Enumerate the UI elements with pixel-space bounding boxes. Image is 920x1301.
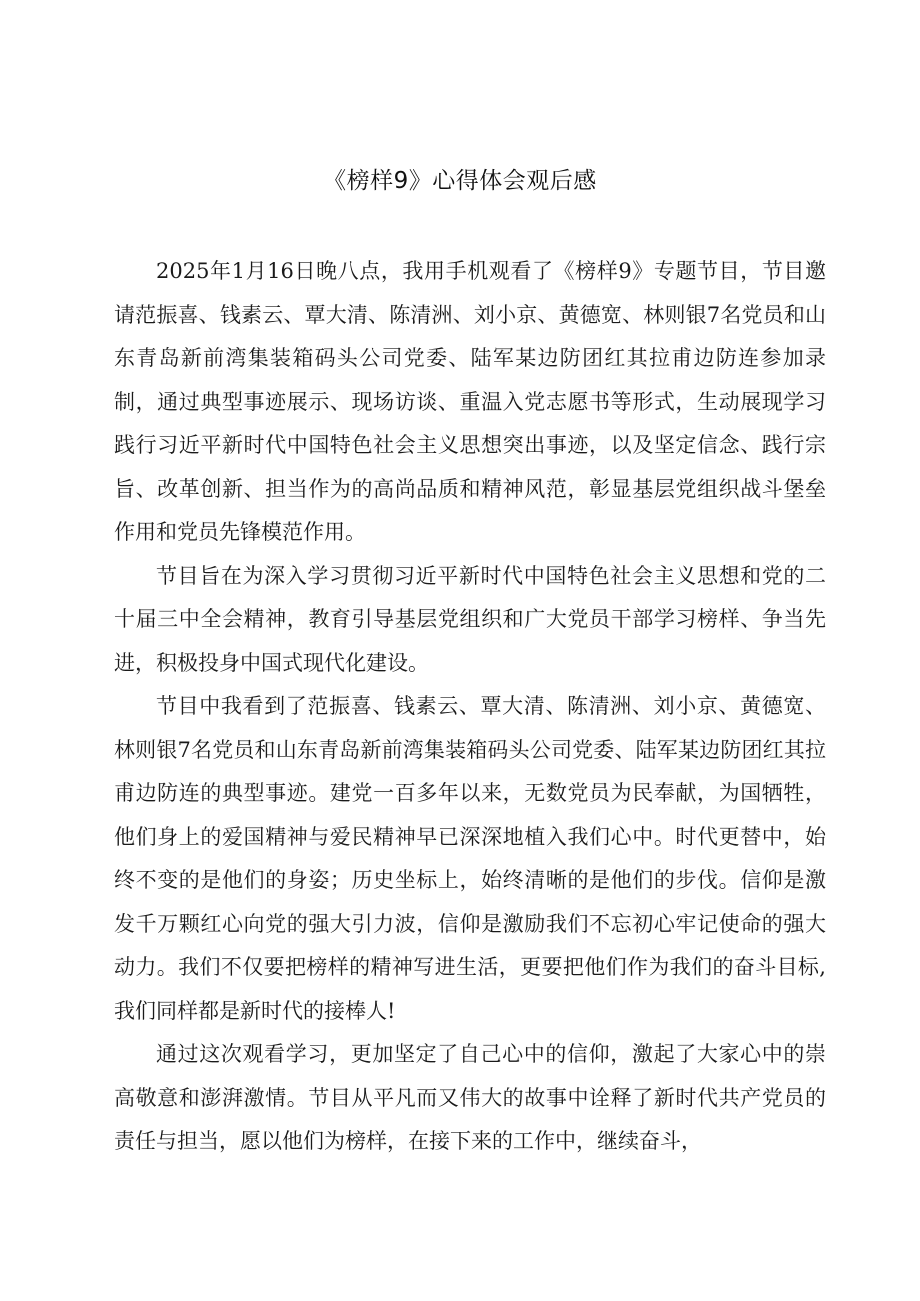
paragraph-2: 节目旨在为深入学习贯彻习近平新时代中国特色社会主义思想和党的二十届三中全会精神，教育引导基层党组织和广大党员干部学习榜样、争当先进，积极投身中国式现代化建设。 bbox=[114, 563, 826, 675]
document-title: 《榜样9》心得体会观后感 bbox=[323, 168, 597, 194]
paragraph-4: 通过这次观看学习，更加坚定了自己心中的信仰，激起了大家心中的崇高敬意和澎湃激情。节目从平凡而又伟大的故事中诠释了新时代共产党员的责任与担当，愿以他们为榜样，在接下来的工作中，继续奋斗， bbox=[114, 1042, 826, 1153]
document-body bbox=[114, 250, 826, 1164]
paragraph-1: 2025年1月16日晚八点，我用手机观看了《榜样9》专题节目，节目邀请范振喜、钱素云、覃大清、陈清洲、刘小京、黄德宽、林则银7名党员和山东青岛新前湾集装箱码头公司党委、陆军某边防团红其拉甫边防连参加录制，通过典型事迹展示、现场访谈、重温入党志愿书等形式，生动展现学习践行习近平新时代中国特色社会主义思想突出事迹，以及坚定信念、践行宗旨、改革创新、担当作为的高尚品质和精神风范，彰显基层党组织战斗堡垒作用和党员先锋模范作用。 bbox=[114, 259, 826, 544]
paragraph-3: 节目中我看到了范振喜、钱素云、覃大清、陈清洲、刘小京、黄德宽、林则银7名党员和山东青岛新前湾集装箱码头公司党委、陆军某边防团红其拉甫边防连的典型事迹。建党一百多年以来，无数党员为民奉献，为国牺牲，他们身上的爱国精神与爱民精神早已深深地植入我们心中。时代更替中，始终不变的是他们的身姿；历史坐标上，始终清晰的是他们的步伐。信仰是激发千万颗红心向党的强大引力波，信仰是激励我们不忘初心牢记使命的强大动力。我们不仅要把榜样的精神写进生活，更要把他们作为我们的奋斗目标,我们同样都是新时代的接棒人! bbox=[114, 694, 826, 1023]
